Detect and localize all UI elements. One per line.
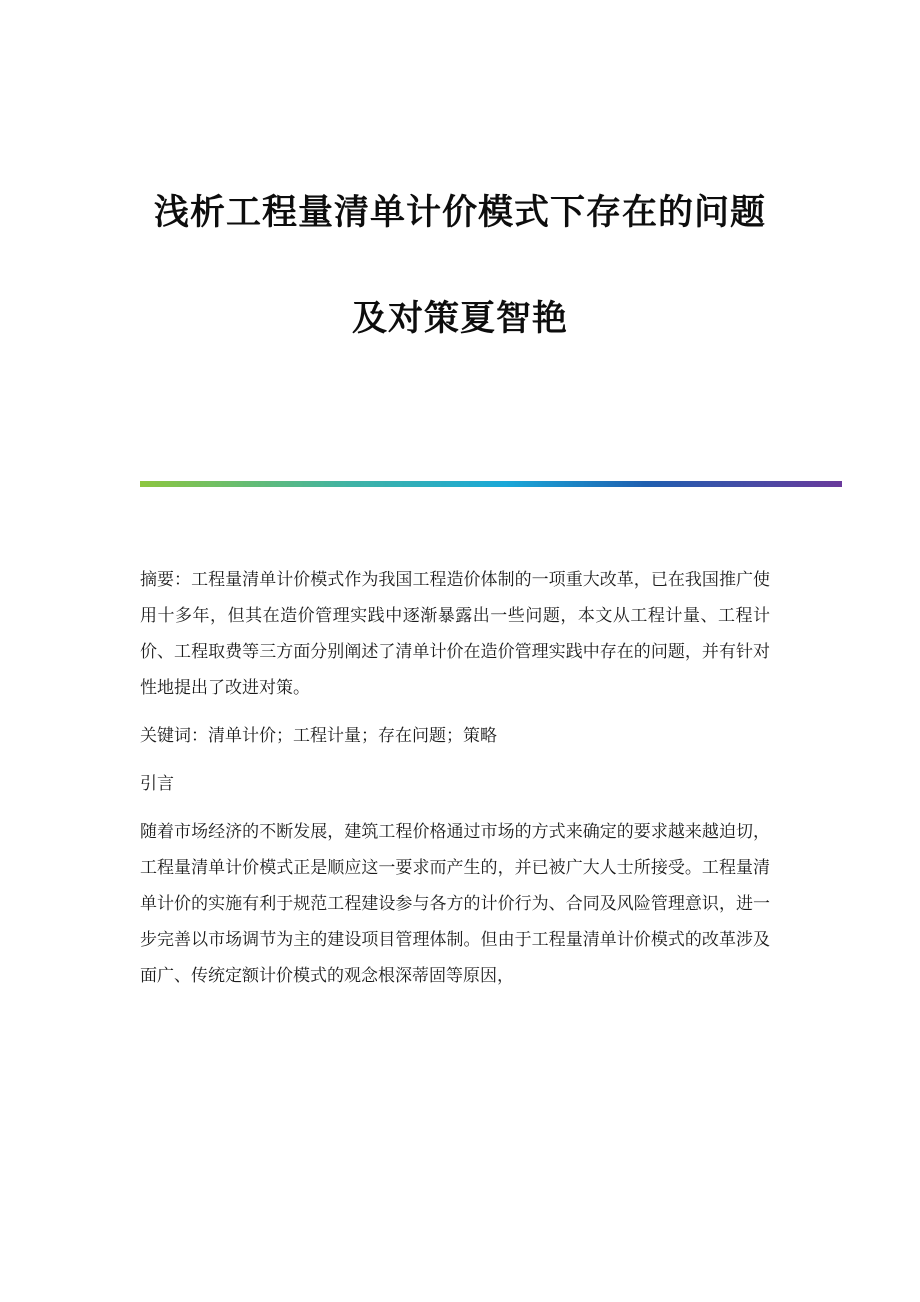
abstract-paragraph: 摘要：工程量清单计价模式作为我国工程造价体制的一项重大改革，已在我国推广使用十多年，但其在造价管理实践中逐渐暴露出一些问题，本文从工程计量、工程计价、工程取费等三方面分别阐述了清单计价在造价管理实践中存在的问题，并有针对性地提出了改进对策。 [140, 570, 770, 698]
title-line-2: 及对策夏智艳 [351, 298, 568, 339]
document-body [140, 562, 770, 1006]
document-title [0, 188, 920, 344]
intro-paragraph: 随着市场经济的不断发展，建筑工程价格通过市场的方式来确定的要求越来越迫切，工程量清单计价模式正是顺应这一要求而产生的，并已被广大人士所接受。工程量清单计价的实施有利于规范工程建设参与各方的计价行为、合同及风险管理意识，进一步完善以市场调节为主的建设项目管理体制。但由于工程量清单计价模式的改革涉及面广、传统定额计价模式的观念根深蒂固等原因， [140, 822, 770, 986]
intro-heading: 引言 [140, 774, 174, 794]
title-line-1: 浅析工程量清单计价模式下存在的问题 [153, 192, 766, 233]
gradient-divider [140, 481, 842, 487]
keywords-line: 关键词：清单计价；工程计量；存在问题；策略 [140, 726, 497, 746]
